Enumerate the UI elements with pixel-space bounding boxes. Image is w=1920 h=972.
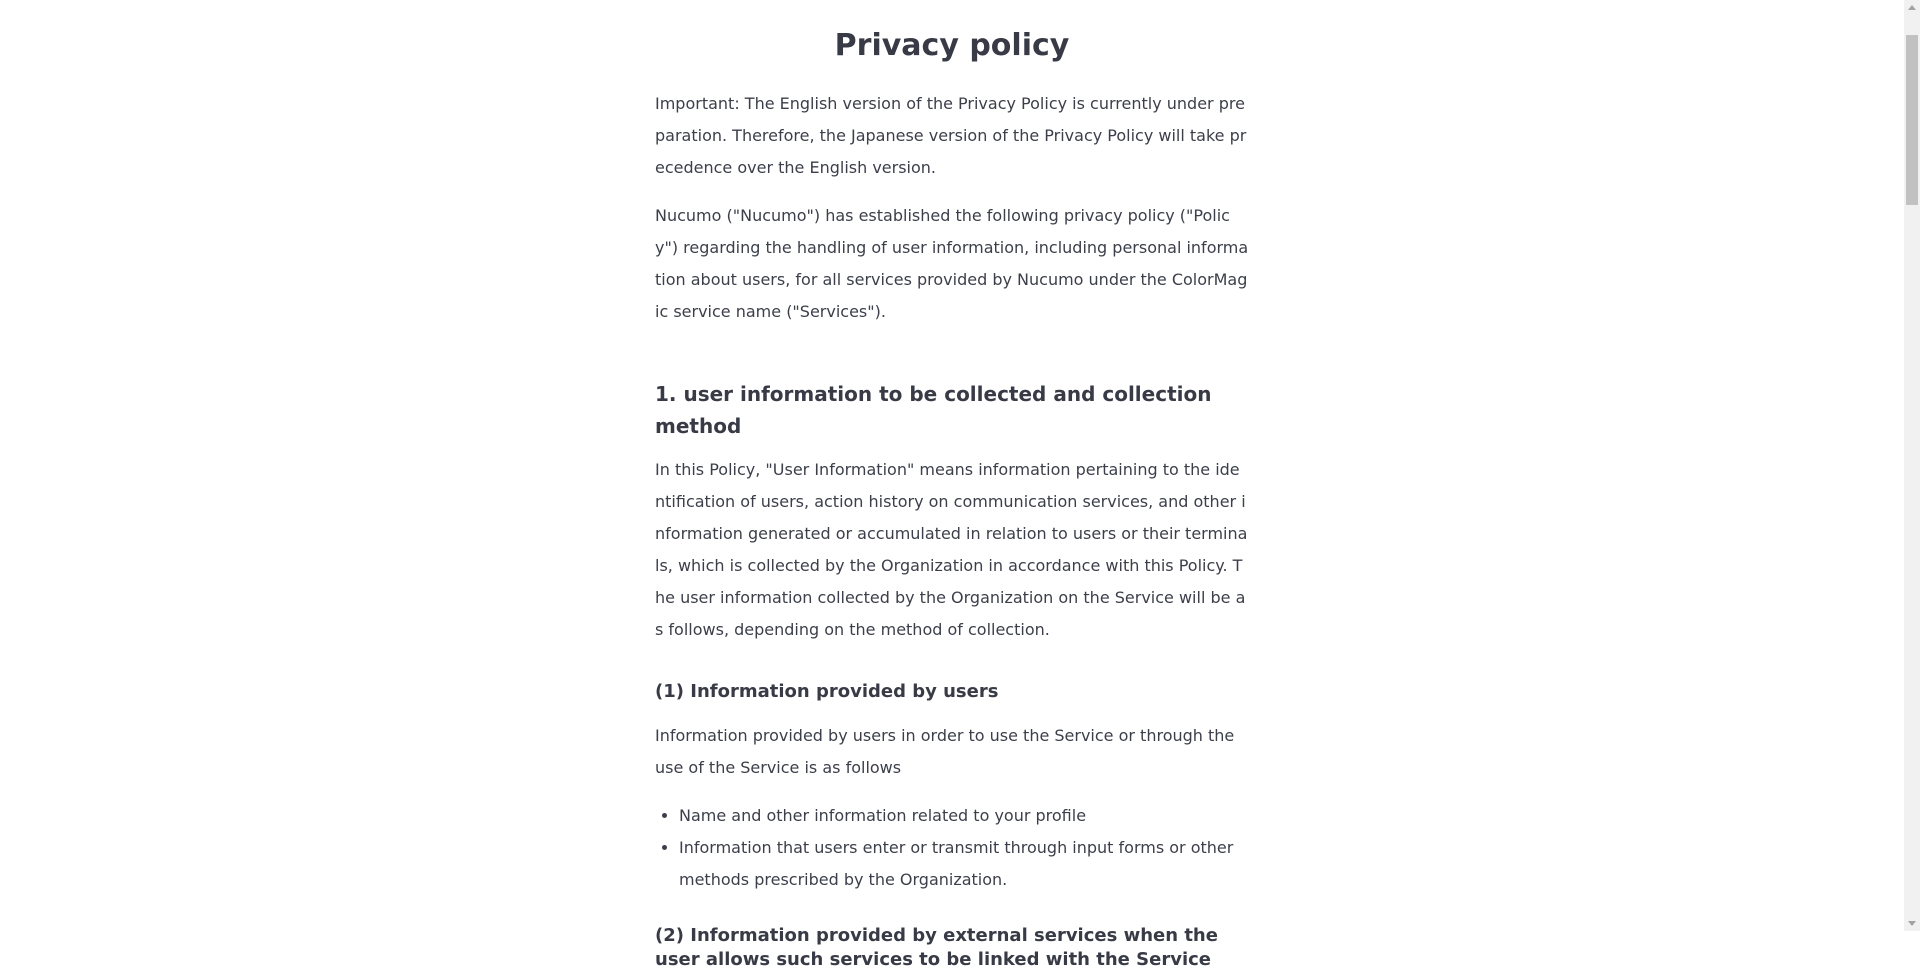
list-item: • Information that users enter or transmit through input forms or other methods prescribed by the Organization. (679, 832, 1249, 896)
intro-policy-paragraph: Nucumo ("Nucumo") has established the following privacy policy ("Policy") regarding the handling of user information, including personal information about users, for all services provided by Nucumo under the ColorMagic service name ("Services"). (655, 206, 1249, 321)
subsection-1-list (655, 800, 1249, 896)
vertical-scrollbar[interactable] (1904, 0, 1920, 931)
policy-content (655, 0, 1249, 972)
scroll-up-arrow-icon[interactable] (1904, 0, 1920, 16)
scrollbar-thumb[interactable] (1906, 35, 1918, 205)
section-1-heading: 1. user information to be collected and collection method (655, 382, 1212, 438)
page-title: Privacy policy (834, 28, 1070, 63)
subsection-1-heading: (1) Information provided by users (655, 681, 999, 702)
subsection-1-paragraph: Information provided by users in order to use the Service or through the use of the Service is as follows (655, 726, 1235, 777)
intro-note-paragraph: Important: The English version of the Privacy Policy is currently under preparation. Therefore, the Japanese version of the Privacy Policy will take precedence over the English version. (655, 94, 1247, 177)
scroll-down-arrow-icon[interactable] (1904, 915, 1920, 931)
section-1-paragraph: In this Policy, "User Information" means information pertaining to the identification of users, action history on communication services, and other information generated or accumulated in relation to users or their terminals, which is collected by the Organization in accordance with this Policy. The user information collected by the Organization on the Service will be as follows, depending on the method of collection. (655, 460, 1248, 639)
list-item: • Name and other information related to your profile (679, 800, 1249, 832)
subsection-2-heading: (2) Information provided by external services when the user allows such services to be linked with the Service (655, 925, 1218, 970)
